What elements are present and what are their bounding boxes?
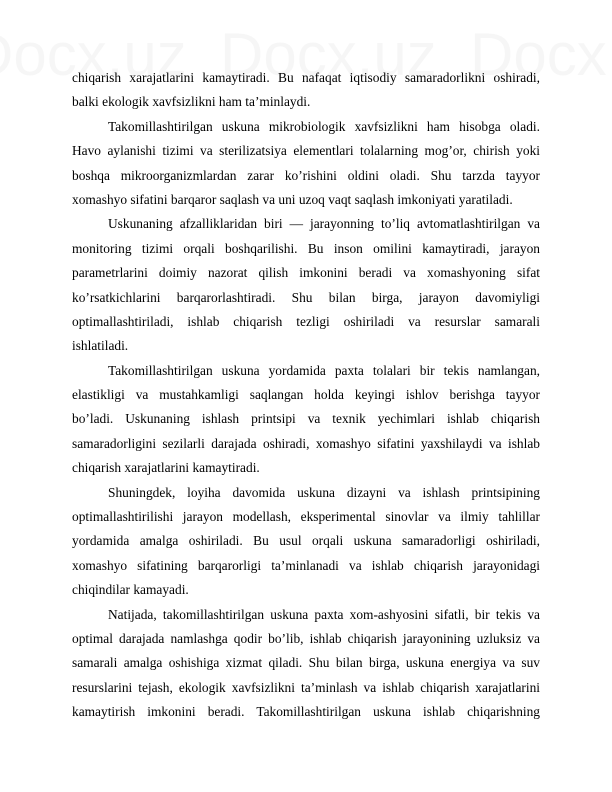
paragraph xyxy=(72,115,540,213)
text-line: xomashyo sifatining barqarorligi ta’minlanadi va ishlab chiqarish jarayonidagi xyxy=(72,557,540,573)
text-line: samaradorligini sezilarli darajada oshiradi, xomashyo sifatini yaxshilaydi va ishlab xyxy=(72,435,540,451)
text-line: resurslarini tejash, ekologik xavfsizlikni ta’minlash va ishlab chiqarish xarajatlarini xyxy=(72,679,540,695)
text-line: optimal darajada namlashga qodir bo’lib, ishlab chiqarish jarayonining uzluksiz va xyxy=(72,630,540,646)
text-line: yordamida amalga oshiriladi. Bu usul orqali uskuna samaradorligi oshiriladi, xyxy=(72,533,540,549)
paragraph xyxy=(72,481,540,603)
text-line: Shuningdek, loyiha davomida uskuna dizayni va ishlash printsipining xyxy=(108,484,540,500)
text-line: elastikligi va mustahkamligi saqlangan holda keyingi ishlov berishga tayyor xyxy=(72,387,540,403)
text-line: samarali amalga oshishiga xizmat qiladi. Shu bilan birga, uskuna energiya va suv xyxy=(72,655,540,671)
text-line: Takomillashtirilgan uskuna yordamida paxta tolalari bir tekis namlangan, xyxy=(108,362,540,378)
text-line: chiqindilar kamayadi. xyxy=(72,582,189,598)
text-line: kamaytirish imkonini beradi. Takomillashtirilgan uskuna ishlab chiqarishning xyxy=(72,704,540,720)
text-line: monitoring tizimi orqali boshqarilishi. Bu inson omilini kamaytiradi, jarayon xyxy=(72,240,540,256)
text-line: Uskunaning afzalliklaridan biri — jarayonning to’liq avtomatlashtirilgan va xyxy=(108,216,540,232)
paragraph xyxy=(72,66,540,115)
text-line: ishlatiladi. xyxy=(72,338,129,354)
text-line: xomashyo sifatini barqaror saqlash va uni uzoq vaqt saqlash imkoniyati yaratiladi. xyxy=(72,191,513,207)
text-line: bo’ladi. Uskunaning ishlash printsipi va texnik yechimlari ishlab chiqarish xyxy=(72,411,540,427)
text-line: Havo aylanishi tizimi va sterilizatsiya elementlari tolalarning mog’or, chirish yoki xyxy=(72,143,540,159)
text-line: parametrlarini doimiy nazorat qilish imkonini beradi va xomashyoning sifat xyxy=(72,265,540,281)
text-line: Takomillashtirilgan uskuna mikrobiologik xavfsizlikni ham hisobga oladi. xyxy=(108,118,540,134)
paragraph xyxy=(72,212,540,358)
text-line: chiqarish xarajatlarini kamaytiradi. xyxy=(72,460,260,476)
text-line: optimallashtirilishi jarayon modellash, eksperimental sinovlar va ilmiy tahlillar xyxy=(72,509,540,525)
document-page xyxy=(72,66,540,725)
text-line: chiqarish xarajatlarini kamaytiradi. Bu nafaqat iqtisodiy samaradorlikni oshiradi, xyxy=(72,70,540,85)
paragraph xyxy=(72,359,540,481)
text-line: boshqa mikroorganizmlardan zarar ko’rishini oldini oladi. Shu tarzda tayyor xyxy=(72,167,540,183)
text-line: ko’rsatkichlarini barqarorlashtiradi. Shu bilan birga, jarayon davomiyligi xyxy=(72,289,540,305)
text-line: balki ekologik xavfsizlikni ham ta’minlaydi. xyxy=(72,94,311,110)
paragraph xyxy=(72,603,540,725)
text-line: Natijada, takomillashtirilgan uskuna paxta xom-ashyosini sifatli, bir tekis va xyxy=(108,606,540,622)
text-line: optimallashtiriladi, ishlab chiqarish tezligi oshiriladi va resurslar samarali xyxy=(72,313,540,329)
